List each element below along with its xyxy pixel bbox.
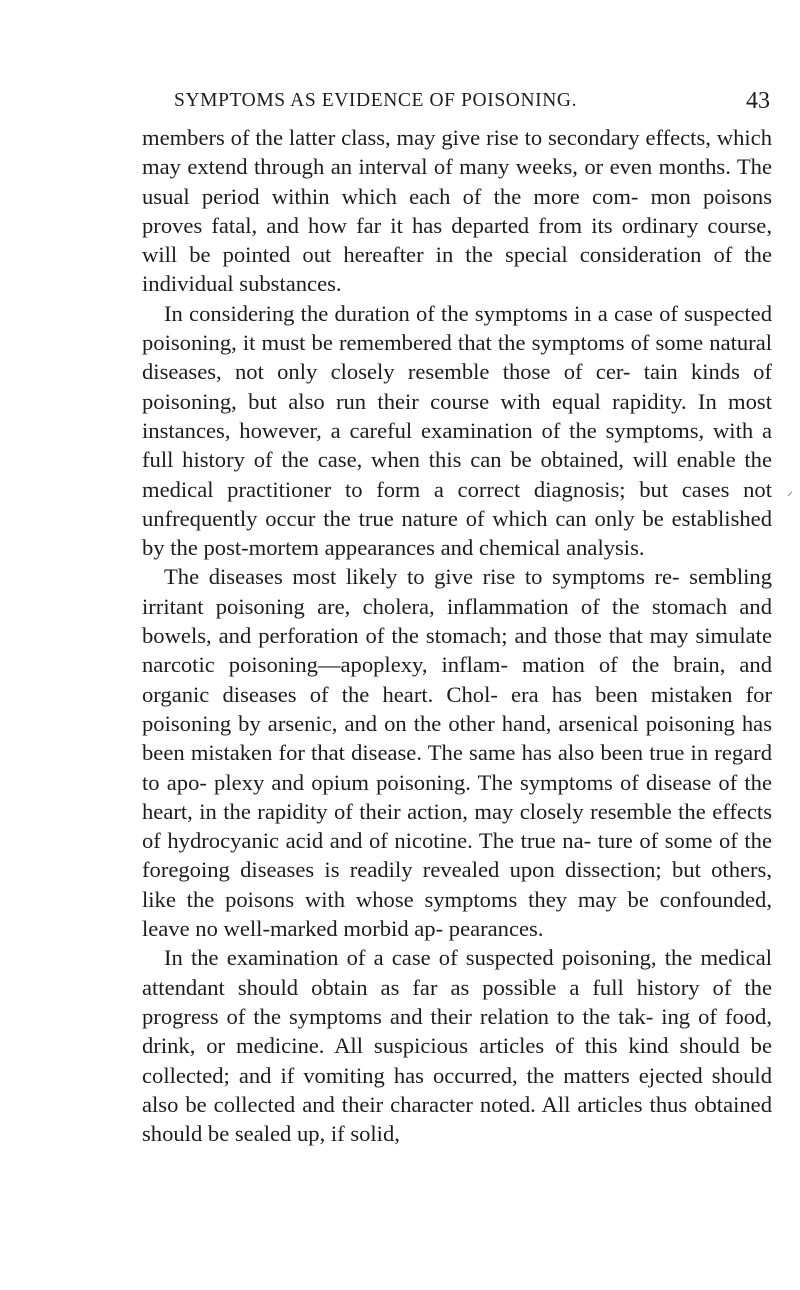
margin-mark-icon: ⸝ xyxy=(787,484,794,498)
paragraph-4: In the examination of a case of suspected poisoning, the medical attendant should obtain as far as possible a full history of the progress of the symptoms and their relation to the tak- ing of food, drink, or medicine. All suspicious articles of this kind should be collected; and if vomiting has occurred, the matters ejected should also be collected and their character noted. All articles thus obtained should be sealed up, if solid, xyxy=(142,945,772,1147)
body-text xyxy=(142,123,772,1148)
running-title: SYMPTOMS AS EVIDENCE OF POISONING. xyxy=(174,90,578,111)
running-head xyxy=(142,86,770,116)
paragraph-2: In considering the duration of the symptoms in a case of suspected poisoning, it must be remembered that the symptoms of some natural diseases, not only closely resemble those of cer- tain kinds of poisoning, but also run their course with equal rapidity. In most instances, however, a careful examination of the symptoms, with a full history of the case, when this can be obtained, will enable the medical practitioner to form a correct diagnosis; but cases not unfrequently occur the true nature of which can only be established by the post-mortem appearances and chemical analysis. xyxy=(142,300,772,561)
paragraph-3: The diseases most likely to give rise to symptoms re- sembling irritant poisoning are, cholera, inflammation of the stomach and bowels, and perforation of the stomach; and those that may simulate narcotic poisoning—apoplexy, inflam- mation of the brain, and organic diseases of the heart. Chol- era has been mistaken for poisoning by arsenic, and on the other hand, arsenical poisoning has been mistaken for that disease. The same has also been true in regard to apo- plexy and opium poisoning. The symptoms of disease of the heart, in the rapidity of their action, may closely resemble the effects of hydrocyanic acid and of nicotine. The true na- ture of some of the foregoing diseases is readily revealed upon dissection; but others, like the poisons with whose symptoms they may be confounded, leave no well-marked morbid ap- pearances. xyxy=(142,564,772,942)
paragraph-1: members of the latter class, may give rise to secondary effects, which may extend through an interval of many weeks, or even months. The usual period within which each of the more com- mon poisons proves fatal, and how far it has departed from its ordinary course, will be pointed out hereafter in the special consideration of the individual substances. xyxy=(142,125,772,297)
page-number: 43 xyxy=(746,88,770,114)
